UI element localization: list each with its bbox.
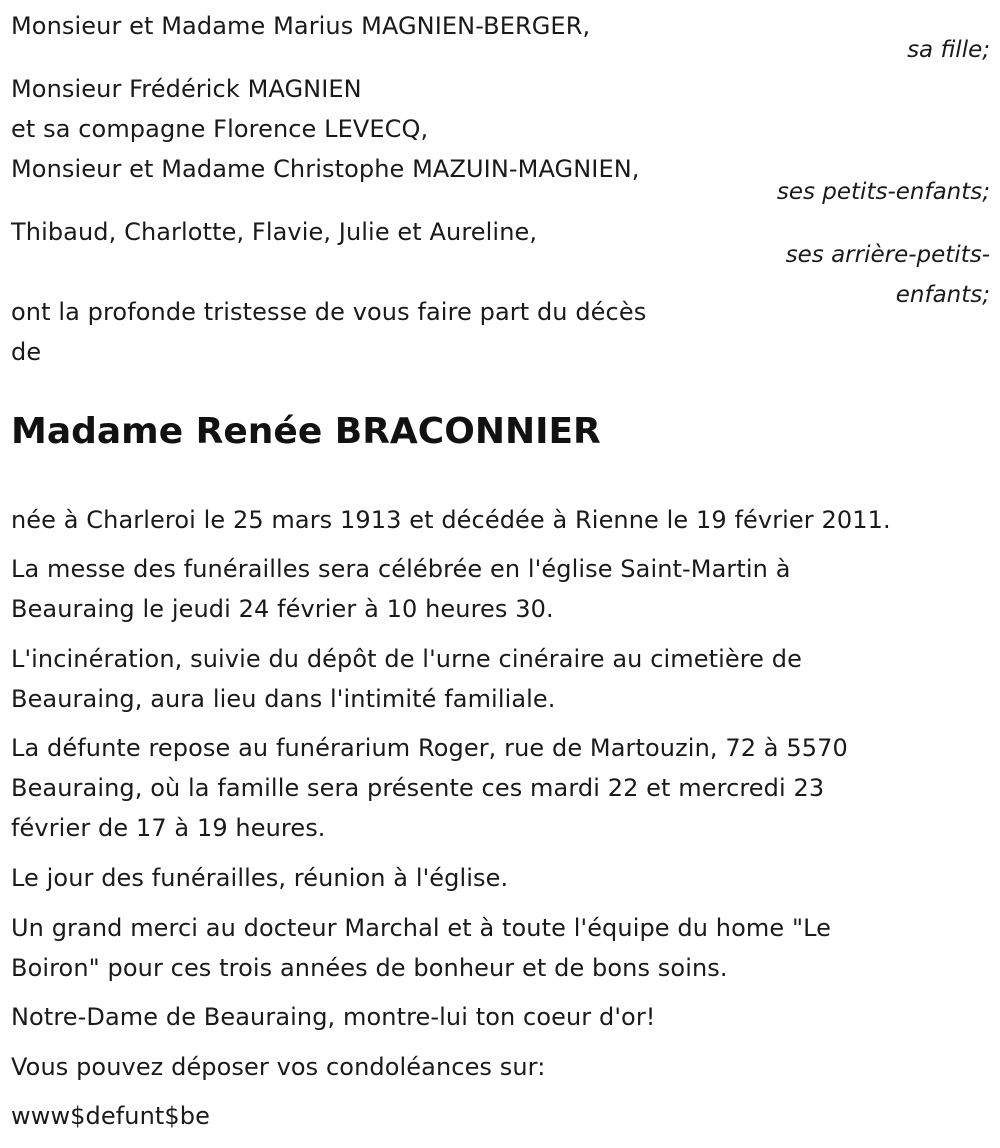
announcement-line-1: ont la profonde tristesse de vous faire part du décès <box>11 298 647 326</box>
role-daughter: sa fille; <box>907 37 990 63</box>
family-line-4: Monsieur et Madame Christophe MAZUIN-MAGNIEN, <box>11 155 640 183</box>
repose-line-2: Beauraing, où la famille sera présente ces mardi 22 et mercredi 23 <box>11 774 825 802</box>
birth-death-line: née à Charleroi le 25 mars 1913 et décédée à Rienne le 19 février 2011. <box>11 506 891 534</box>
cremation-line-1: L'incinération, suivie du dépôt de l'urne cinéraire au cimetière de <box>11 645 802 673</box>
meeting-line: Le jour des funérailles, réunion à l'église. <box>11 864 509 892</box>
role-grandchildren: ses petits-enfants; <box>776 179 990 205</box>
family-line-5: Thibaud, Charlotte, Flavie, Julie et Aureline, <box>11 218 538 246</box>
family-line-2: Monsieur Frédérick MAGNIEN <box>11 75 362 103</box>
role-great-grandchildren-2: enfants; <box>895 282 990 308</box>
mass-line-2: Beauraing le jeudi 24 février à 10 heures 30. <box>11 595 554 623</box>
family-line-3: et sa compagne Florence LEVECQ, <box>11 115 429 143</box>
thanks-line-1: Un grand merci au docteur Marchal et à toute l'équipe du home "Le <box>11 914 831 942</box>
cremation-line-2: Beauraing, aura lieu dans l'intimité familiale. <box>11 685 556 713</box>
prayer-line: Notre-Dame de Beauraing, montre-lui ton coeur d'or! <box>11 1003 656 1031</box>
condolences-website[interactable]: www$defunt$be <box>11 1102 211 1130</box>
announcement-line-2: de <box>11 338 42 366</box>
repose-line-1: La défunte repose au funérarium Roger, rue de Martouzin, 72 à 5570 <box>11 734 848 762</box>
deceased-name: Madame Renée BRACONNIER <box>11 411 601 452</box>
repose-line-3: février de 17 à 19 heures. <box>11 814 326 842</box>
role-great-grandchildren-1: ses arrière-petits- <box>785 242 990 268</box>
mass-line-1: La messe des funérailles sera célébrée en l'église Saint-Martin à <box>11 555 791 583</box>
thanks-line-2: Boiron" pour ces trois années de bonheur et de bons soins. <box>11 954 728 982</box>
condolences-line: Vous pouvez déposer vos condoléances sur: <box>11 1053 546 1081</box>
family-line-1: Monsieur et Madame Marius MAGNIEN-BERGER, <box>11 12 591 40</box>
